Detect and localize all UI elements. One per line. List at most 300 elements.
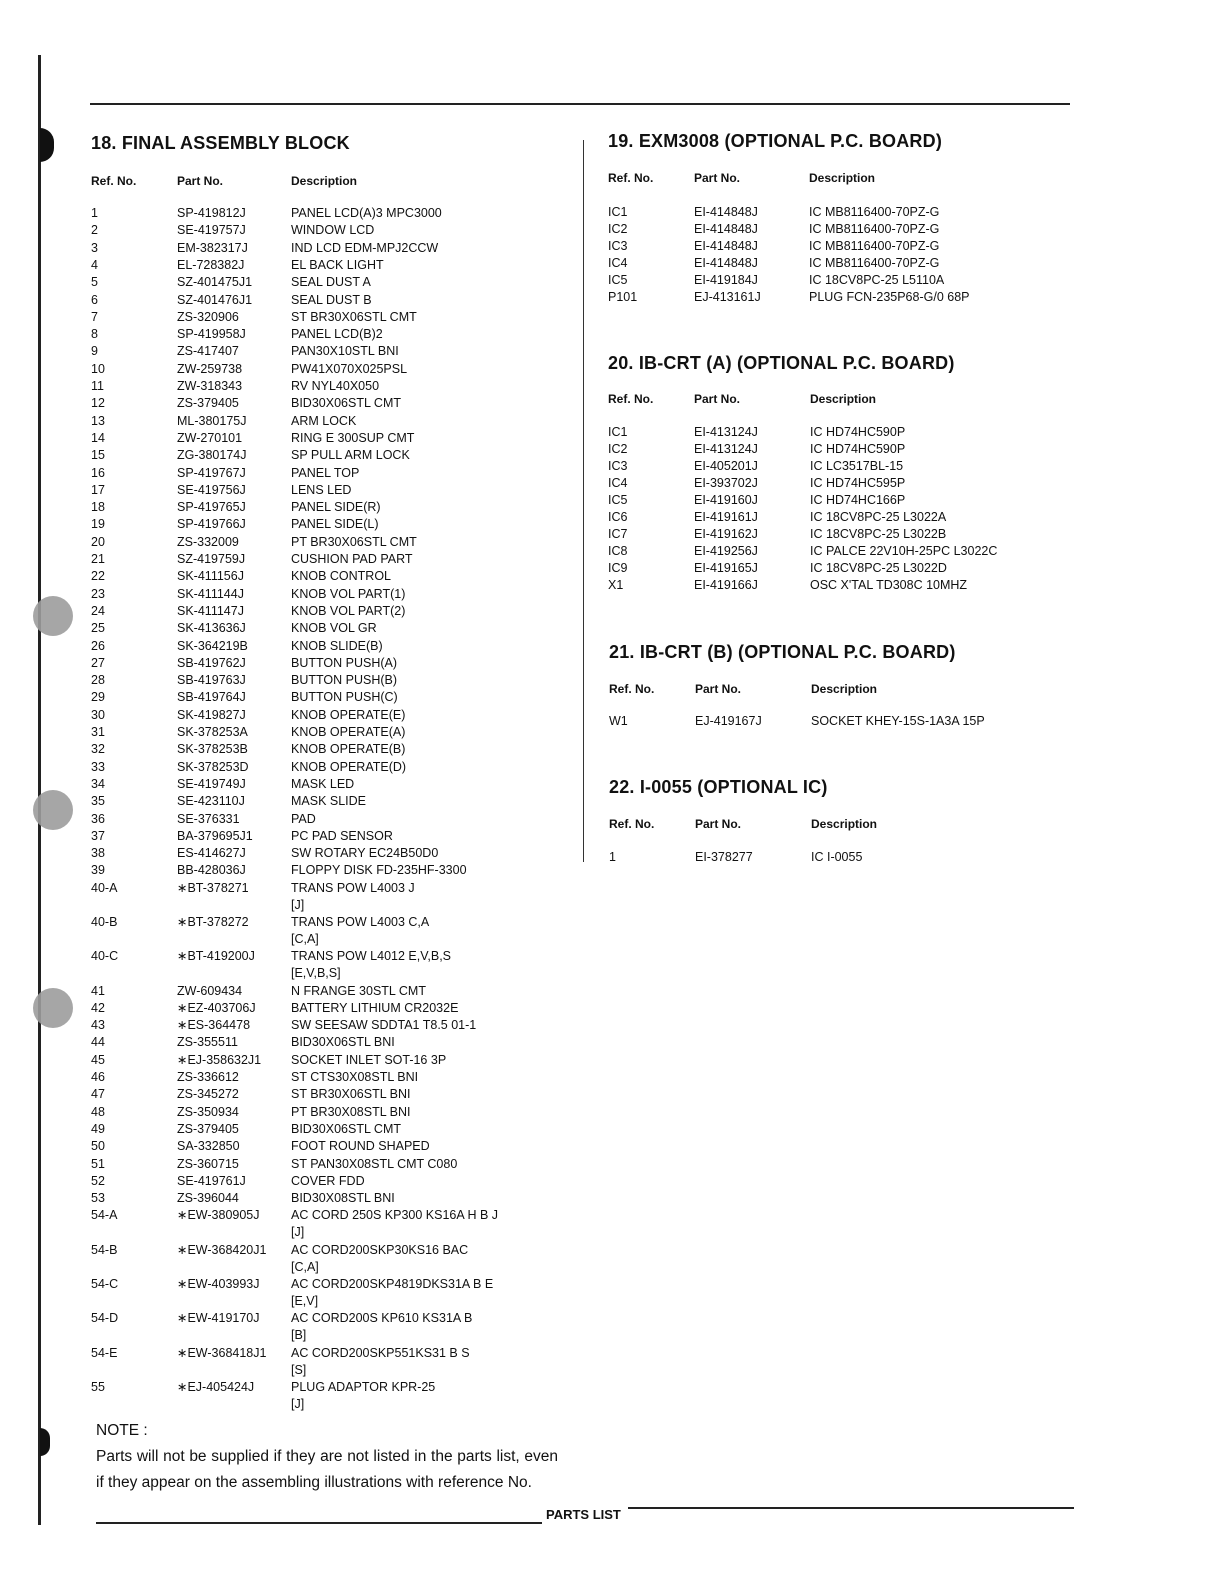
- ref-no: 22: [91, 569, 105, 583]
- description: [291, 431, 414, 445]
- section-20-title: 20. IB-CRT (A) (OPTIONAL P.C. BOARD): [608, 353, 955, 373]
- footer-rule-right: [628, 1507, 1074, 1509]
- part-no: ZW-318343: [177, 379, 243, 393]
- ref-no: IC3: [608, 459, 628, 473]
- description-line: ST PAN30X08STL CMT C080: [291, 1157, 458, 1171]
- description: [291, 344, 399, 358]
- description: [291, 500, 381, 514]
- description-line: ST BR30X06STL CMT: [291, 310, 417, 324]
- ref-no: 41: [91, 984, 105, 998]
- description-line: SW SEESAW SDDTA1 T8.5 01-1: [291, 1018, 477, 1032]
- part-no: ∗EJ-358632J1: [177, 1053, 262, 1067]
- ref-no: 54-D: [91, 1311, 119, 1325]
- part-no: ZS-336612: [177, 1070, 239, 1084]
- description-line: KNOB OPERATE(A): [291, 725, 406, 739]
- ref-no: 50: [91, 1139, 105, 1153]
- ref-no: 11: [91, 379, 104, 393]
- ref-no: IC6: [608, 510, 628, 524]
- description-line: PLUG ADAPTOR KPR-25: [291, 1380, 436, 1394]
- part-no: ∗EJ-405424J: [177, 1380, 255, 1394]
- ref-no: 7: [91, 310, 98, 324]
- part-no: ∗ES-364478: [177, 1018, 251, 1032]
- description-line: ST CTS30X08STL BNI: [291, 1070, 419, 1084]
- description-line: IC MB8116400-70PZ-G: [809, 222, 940, 236]
- ref-no: 36: [91, 812, 105, 826]
- part-no: ∗EW-368420J1: [177, 1243, 267, 1257]
- description: [291, 1139, 430, 1153]
- description: [291, 258, 384, 272]
- description: [291, 241, 438, 255]
- description-line: KNOB VOL GR: [291, 621, 377, 635]
- part-no: SB-419764J: [177, 690, 246, 704]
- description-line: BUTTON PUSH(C): [291, 690, 398, 704]
- description-line: KNOB VOL PART(1): [291, 587, 406, 601]
- section-18-title: 18. FINAL ASSEMBLY BLOCK: [91, 133, 350, 153]
- ref-no: 24: [91, 604, 105, 618]
- description-line: AC CORD200SKP30KS16 BAC: [291, 1243, 469, 1257]
- description-line: OSC X'TAL TD308C 10MHZ: [810, 578, 968, 592]
- part-no: SP-419812J: [177, 206, 246, 220]
- note-body: Parts will not be supplied if they are not listed in the parts list, even if they appear on the assembling illustrations with reference No.: [96, 1448, 558, 1491]
- part-no: SK-411147J: [177, 604, 244, 618]
- binding-mark-top: [40, 128, 54, 162]
- part-no: EI-414848J: [694, 239, 758, 253]
- part-no: ∗EW-419170J: [177, 1311, 260, 1325]
- part-no: ZS-320906: [177, 310, 239, 324]
- s22-header-desc: Description: [811, 817, 878, 831]
- ref-no: 54-C: [91, 1277, 119, 1291]
- description: [810, 476, 905, 490]
- description: [810, 493, 905, 507]
- ref-no: 54-E: [91, 1346, 118, 1360]
- part-no: SE-376331: [177, 812, 240, 826]
- section-22-title: 22. I-0055 (OPTIONAL IC): [609, 777, 828, 797]
- part-no: ZW-259738: [177, 362, 243, 376]
- part-no: SK-378253D: [177, 760, 249, 774]
- description: [291, 639, 383, 653]
- ref-no: 1: [609, 850, 616, 864]
- description-line: N FRANGE 30STL CMT: [291, 984, 426, 998]
- description-variant: [B]: [291, 1328, 307, 1342]
- ref-no: 14: [91, 431, 105, 445]
- description-line: MASK LED: [291, 777, 355, 791]
- description-line: IC 18CV8PC-25 L3022B: [810, 527, 947, 541]
- s20-header-part: Part No.: [694, 392, 741, 406]
- s19-header-part: Part No.: [694, 171, 741, 185]
- description-line: BATTERY LITHIUM CR2032E: [291, 1001, 459, 1015]
- description: [291, 604, 405, 618]
- ref-no: 10: [91, 362, 105, 376]
- description: [291, 206, 442, 220]
- part-no: EI-413124J: [694, 442, 758, 456]
- description-line: SEAL DUST B: [291, 293, 372, 307]
- ref-no: 47: [91, 1087, 105, 1101]
- ref-no: 8: [91, 327, 98, 341]
- description-line: AC CORD200S KP610 KS31A B: [291, 1311, 473, 1325]
- description-line: BID30X08STL BNI: [291, 1191, 395, 1205]
- punch-hole-1: [33, 596, 73, 636]
- part-no: EI-419166J: [694, 578, 758, 592]
- part-no: EM-382317J: [177, 241, 248, 255]
- description: [291, 725, 405, 739]
- ref-no: P101: [608, 290, 638, 304]
- ref-no: IC4: [608, 476, 628, 490]
- punch-hole-3: [33, 988, 73, 1028]
- description: [291, 915, 429, 946]
- description: [291, 1243, 468, 1274]
- description-line: SP PULL ARM LOCK: [291, 448, 410, 462]
- ref-no: 33: [91, 760, 105, 774]
- description-variant: [E,V,B,S]: [291, 966, 341, 980]
- description-variant: [C,A]: [291, 932, 319, 946]
- ref-no: 17: [91, 483, 105, 497]
- part-no: ZS-332009: [177, 535, 239, 549]
- description-line: AC CORD200SKP551KS31 B S: [291, 1346, 470, 1360]
- part-no: EI-419160J: [694, 493, 758, 507]
- description: [291, 483, 351, 497]
- description-line: IND LCD EDM-MPJ2CCW: [291, 241, 439, 255]
- ref-no: 32: [91, 742, 105, 756]
- description-line: KNOB OPERATE(B): [291, 742, 406, 756]
- description-line: PT BR30X06STL CMT: [291, 535, 417, 549]
- description-line: FLOPPY DISK FD-235HF-3300: [291, 863, 467, 877]
- s21-header-ref: Ref. No.: [609, 682, 655, 696]
- description-line: PAD: [291, 812, 316, 826]
- s18-header-ref: Ref. No.: [91, 174, 137, 188]
- s22-header-part: Part No.: [695, 817, 742, 831]
- ref-no: 46: [91, 1070, 105, 1084]
- note-block: [96, 1418, 558, 1496]
- ref-no: 34: [91, 777, 105, 791]
- description: [291, 829, 393, 843]
- ref-no: 40-A: [91, 881, 118, 895]
- description-line: IC 18CV8PC-25 L3022D: [810, 561, 947, 575]
- part-no: ZS-350934: [177, 1105, 239, 1119]
- ref-no: 20: [91, 535, 105, 549]
- part-no: ∗BT-419200J: [177, 949, 255, 963]
- part-no: SP-419958J: [177, 327, 246, 341]
- description: [291, 742, 405, 756]
- description-line: IC PALCE 22V10H-25PC L3022C: [810, 544, 998, 558]
- ref-no: 21: [91, 552, 105, 566]
- description-line: LENS LED: [291, 483, 352, 497]
- description: [809, 290, 970, 304]
- description-line: AC CORD200SKP4819DKS31A B E: [291, 1277, 494, 1291]
- description-line: PC PAD SENSOR: [291, 829, 393, 843]
- description-line: SOCKET INLET SOT-16 3P: [291, 1053, 447, 1067]
- description-line: PT BR30X08STL BNI: [291, 1105, 411, 1119]
- description: [291, 569, 391, 583]
- ref-no: 27: [91, 656, 105, 670]
- description: [291, 327, 383, 341]
- part-no: SZ-401476J1: [177, 293, 253, 307]
- ref-no: 43: [91, 1018, 105, 1032]
- description-line: TRANS POW L4003 C,A: [291, 915, 430, 929]
- part-no: SE-423110J: [177, 794, 245, 808]
- description-line: TRANS POW L4003 J: [291, 881, 415, 895]
- ref-no: 2: [91, 223, 98, 237]
- description: [811, 850, 862, 864]
- part-no: SK-413636J: [177, 621, 246, 635]
- part-no: ZS-396044: [177, 1191, 239, 1205]
- description: [291, 621, 377, 635]
- description-line: BID30X06STL CMT: [291, 1122, 401, 1136]
- description: [809, 256, 939, 270]
- description-line: SOCKET KHEY-15S-1A3A 15P: [811, 714, 985, 728]
- description: [291, 1208, 498, 1239]
- description: [291, 794, 366, 808]
- description: [291, 812, 316, 826]
- part-no: EI-419161J: [694, 510, 758, 524]
- description: [809, 239, 939, 253]
- part-no: ZS-417407: [177, 344, 239, 358]
- ref-no: 40-B: [91, 915, 118, 929]
- s20-header-ref: Ref. No.: [608, 392, 654, 406]
- ref-no: W1: [609, 714, 628, 728]
- part-no: SK-419827J: [177, 708, 246, 722]
- s21-header-part: Part No.: [695, 682, 742, 696]
- part-no: SP-419766J: [177, 517, 246, 531]
- ref-no: 28: [91, 673, 105, 687]
- description-line: BID30X06STL CMT: [291, 396, 401, 410]
- description: [291, 1311, 472, 1342]
- part-no: ZS-360715: [177, 1157, 239, 1171]
- description: [291, 984, 426, 998]
- part-no: EI-405201J: [694, 459, 758, 473]
- description-line: KNOB OPERATE(E): [291, 708, 406, 722]
- description-line: IC HD74HC166P: [810, 493, 906, 507]
- part-no: ES-414627J: [177, 846, 246, 860]
- description-line: WINDOW LCD: [291, 223, 375, 237]
- description: [810, 425, 905, 439]
- part-no: SA-332850: [177, 1139, 240, 1153]
- description: [291, 1277, 493, 1308]
- part-no: SE-419757J: [177, 223, 246, 237]
- part-no: ∗BT-378271: [177, 881, 249, 895]
- description-line: SW ROTARY EC24B50D0: [291, 846, 439, 860]
- part-no: EI-413124J: [694, 425, 758, 439]
- part-no: EJ-419167J: [695, 714, 762, 728]
- description-variant: [J]: [291, 1225, 305, 1239]
- description-line: IC MB8116400-70PZ-G: [809, 205, 940, 219]
- part-no: ∗BT-378272: [177, 915, 249, 929]
- s19-header-desc: Description: [809, 171, 876, 185]
- part-no: SK-378253B: [177, 742, 248, 756]
- description: [291, 690, 398, 704]
- description-variant: [J]: [291, 898, 305, 912]
- part-no: SK-364219B: [177, 639, 248, 653]
- part-no: BA-379695J1: [177, 829, 253, 843]
- part-no: EI-378277: [695, 850, 753, 864]
- ref-no: 6: [91, 293, 98, 307]
- ref-no: IC1: [608, 425, 628, 439]
- description: [291, 310, 417, 324]
- ref-no: IC2: [608, 222, 628, 236]
- footer-label: PARTS LIST: [546, 1507, 621, 1522]
- description: [291, 1122, 401, 1136]
- part-no: ZG-380174J: [177, 448, 247, 462]
- punch-hole-2: [33, 790, 73, 830]
- description: [809, 205, 939, 219]
- description-line: BUTTON PUSH(A): [291, 656, 398, 670]
- description: [291, 517, 379, 531]
- description-line: PANEL TOP: [291, 466, 360, 480]
- s22-header-ref: Ref. No.: [609, 817, 655, 831]
- description: [291, 1070, 418, 1084]
- description-line: IC MB8116400-70PZ-G: [809, 256, 940, 270]
- part-no: SE-419761J: [177, 1174, 246, 1188]
- description-line: IC HD74HC595P: [810, 476, 906, 490]
- part-no: ∗EW-380905J: [177, 1208, 260, 1222]
- part-no: SP-419767J: [177, 466, 246, 480]
- note-title: NOTE :: [96, 1422, 148, 1439]
- description: [291, 1001, 458, 1015]
- s20-header-desc: Description: [810, 392, 877, 406]
- ref-no: 35: [91, 794, 105, 808]
- description: [291, 1380, 435, 1411]
- ref-no: 42: [91, 1001, 105, 1015]
- description-line: IC MB8116400-70PZ-G: [809, 239, 940, 253]
- ref-no: 18: [91, 500, 105, 514]
- ref-no: 55: [91, 1380, 105, 1394]
- description: [291, 881, 415, 912]
- ref-no: 12: [91, 396, 105, 410]
- ref-no: IC5: [608, 493, 628, 507]
- part-no: ML-380175J: [177, 414, 247, 428]
- description: [291, 846, 438, 860]
- description: [291, 656, 397, 670]
- part-no: SE-419749J: [177, 777, 246, 791]
- ref-no: 48: [91, 1105, 105, 1119]
- description: [810, 544, 997, 558]
- description-line: COVER FDD: [291, 1174, 365, 1188]
- description: [291, 1346, 470, 1377]
- ref-no: IC4: [608, 256, 628, 270]
- part-no: EI-414848J: [694, 256, 758, 270]
- description: [291, 379, 379, 393]
- description: [291, 1157, 457, 1171]
- ref-no: 19: [91, 517, 105, 531]
- part-no: SK-411156J: [177, 569, 244, 583]
- description-line: ST BR30X06STL BNI: [291, 1087, 411, 1101]
- description: [291, 1087, 411, 1101]
- description-variant: [E,V]: [291, 1294, 319, 1308]
- binding-mark-bottom: [40, 1428, 50, 1456]
- part-no: ZW-270101: [177, 431, 243, 445]
- description-variant: [S]: [291, 1363, 307, 1377]
- part-no: EI-419256J: [694, 544, 758, 558]
- part-no: EI-419184J: [694, 273, 758, 287]
- description-line: CUSHION PAD PART: [291, 552, 413, 566]
- description: [291, 1174, 365, 1188]
- description-line: PANEL LCD(A)3 MPC3000: [291, 206, 442, 220]
- ref-no: 23: [91, 587, 105, 601]
- description-line: AC CORD 250S KP300 KS16A H B J: [291, 1208, 499, 1222]
- s19-header-ref: Ref. No.: [608, 171, 654, 185]
- ref-no: IC5: [608, 273, 628, 287]
- description: [809, 273, 944, 287]
- section-21-title: 21. IB-CRT (B) (OPTIONAL P.C. BOARD): [609, 642, 956, 662]
- binding-edge: [38, 55, 41, 1525]
- description-line: PW41X070X025PSL: [291, 362, 408, 376]
- part-no: SZ-401475J1: [177, 275, 253, 289]
- ref-no: 52: [91, 1174, 105, 1188]
- s21-header-desc: Description: [811, 682, 878, 696]
- description: [291, 223, 374, 237]
- description-line: FOOT ROUND SHAPED: [291, 1139, 430, 1153]
- ref-no: IC8: [608, 544, 628, 558]
- part-no: ZS-345272: [177, 1087, 239, 1101]
- ref-no: 51: [91, 1157, 105, 1171]
- part-no: BB-428036J: [177, 863, 246, 877]
- ref-no: 15: [91, 448, 105, 462]
- ref-no: 13: [91, 414, 105, 428]
- description: [810, 527, 946, 541]
- description: [291, 448, 410, 462]
- description-line: EL BACK LIGHT: [291, 258, 384, 272]
- part-no: SZ-419759J: [177, 552, 246, 566]
- part-no: EL-728382J: [177, 258, 245, 272]
- part-no: SE-419756J: [177, 483, 246, 497]
- ref-no: 9: [91, 344, 98, 358]
- description: [291, 362, 407, 376]
- s18-header-part: Part No.: [177, 174, 224, 188]
- ref-no: IC2: [608, 442, 628, 456]
- description: [291, 1105, 411, 1119]
- top-rule: [90, 103, 1070, 105]
- description: [291, 1191, 395, 1205]
- description: [291, 275, 371, 289]
- description-line: KNOB SLIDE(B): [291, 639, 383, 653]
- description: [811, 714, 985, 728]
- description: [291, 760, 406, 774]
- part-no: ∗EW-403993J: [177, 1277, 260, 1291]
- description-line: ARM LOCK: [291, 414, 357, 428]
- description-variant: [C,A]: [291, 1260, 319, 1274]
- s18-header-desc: Description: [291, 174, 358, 188]
- part-no: ZS-379405: [177, 1122, 239, 1136]
- ref-no: 40-C: [91, 949, 119, 963]
- description: [291, 1053, 446, 1067]
- description: [291, 414, 356, 428]
- ref-no: 49: [91, 1122, 105, 1136]
- ref-no: IC1: [608, 205, 628, 219]
- ref-no: 45: [91, 1053, 105, 1067]
- description-line: IC HD74HC590P: [810, 442, 906, 456]
- description-line: RING E 300SUP CMT: [291, 431, 415, 445]
- description-line: PANEL SIDE(L): [291, 517, 379, 531]
- description: [810, 561, 947, 575]
- ref-no: 25: [91, 621, 105, 635]
- ref-no: 44: [91, 1035, 105, 1049]
- description: [291, 949, 451, 980]
- description-line: PLUG FCN-235P68-G/0 68P: [809, 290, 970, 304]
- ref-no: 16: [91, 466, 105, 480]
- description-line: PANEL SIDE(R): [291, 500, 381, 514]
- description-line: MASK SLIDE: [291, 794, 367, 808]
- ref-no: 30: [91, 708, 105, 722]
- ref-no: 54-A: [91, 1208, 118, 1222]
- part-no: ∗EW-368418J1: [177, 1346, 267, 1360]
- part-no: EI-419162J: [694, 527, 758, 541]
- ref-no: 5: [91, 275, 98, 289]
- part-no: EI-393702J: [694, 476, 758, 490]
- part-no: SK-378253A: [177, 725, 248, 739]
- column-divider: [583, 140, 584, 862]
- description-line: IC I-0055: [811, 850, 863, 864]
- description: [291, 1035, 395, 1049]
- description: [291, 673, 397, 687]
